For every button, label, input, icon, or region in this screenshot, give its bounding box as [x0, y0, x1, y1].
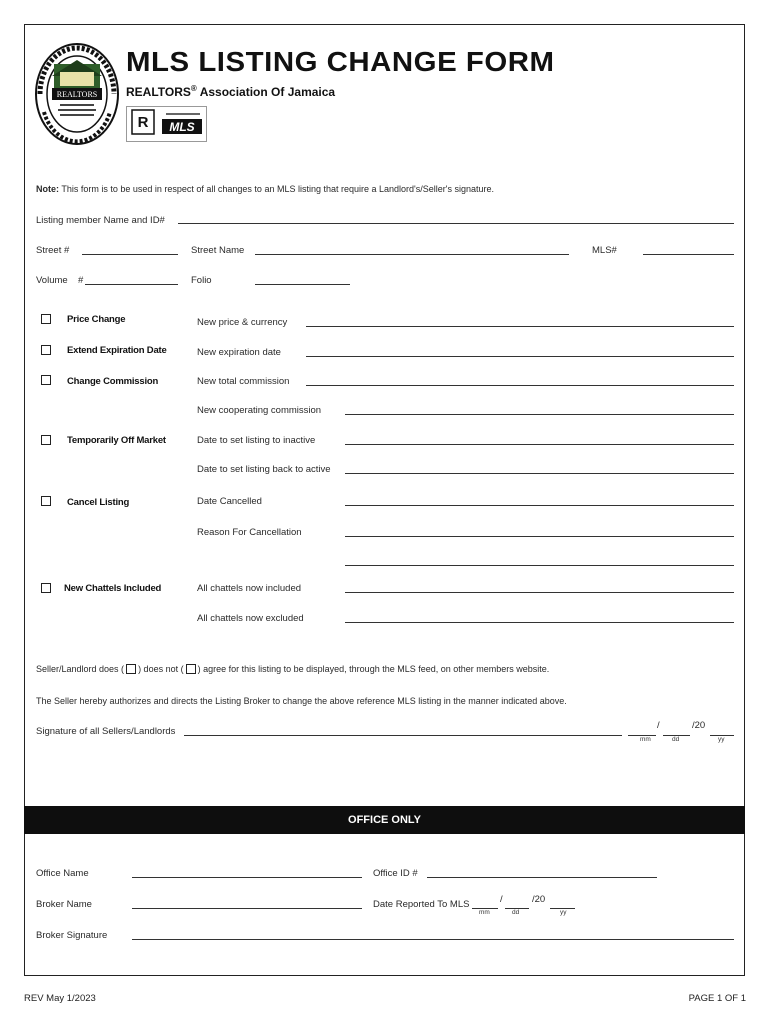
office-only-heading: OFFICE ONLY — [348, 814, 421, 826]
date-cancelled-label: Date Cancelled — [197, 496, 262, 507]
date-inactive-label: Date to set listing to inactive — [197, 435, 316, 446]
page-number: PAGE 1 OF 1 — [688, 993, 746, 1004]
seller-date-year-prefix: /20 — [692, 720, 706, 731]
reported-date-year-prefix: /20 — [532, 894, 546, 905]
office-id-label: Office ID # — [373, 868, 418, 879]
reason-cancellation-input-line-2[interactable] — [345, 565, 734, 566]
office-name-label: Office Name — [36, 868, 89, 879]
chattels-excluded-input[interactable] — [345, 622, 734, 623]
reported-date-slash: / — [500, 894, 503, 905]
new-chattels-checkbox[interactable] — [41, 583, 51, 593]
street-number-label: Street # — [36, 245, 70, 256]
change-commission-checkbox[interactable] — [41, 375, 51, 385]
change-commission-label: Change Commission — [67, 376, 159, 387]
seller-date-yy-hint: yy — [718, 736, 725, 743]
street-name-label: Street Name — [191, 245, 245, 256]
new-total-commission-label: New total commission — [197, 376, 290, 387]
seller-signature-input[interactable] — [184, 735, 622, 736]
cancel-listing-checkbox[interactable] — [41, 496, 51, 506]
volume-label: Volume — [36, 275, 68, 286]
listing-member-input[interactable] — [178, 223, 734, 224]
price-change-checkbox[interactable] — [41, 314, 51, 324]
seller-signature-label: Signature of all Sellers/Landlords — [36, 726, 176, 737]
seller-does-checkbox[interactable] — [126, 664, 136, 674]
new-price-label: New price & currency — [197, 317, 288, 328]
new-cooperating-commission-input[interactable] — [345, 414, 734, 415]
form-note: Note: This form is to be used in respect of all changes to an MLS listing that require a Landlord's/Seller's signature. — [36, 184, 495, 194]
volume-input[interactable] — [85, 284, 178, 285]
organization-subtitle: REALTORS® Association Of Jamaica — [126, 84, 336, 99]
seller-date-slash: / — [657, 720, 660, 731]
mls-number-label: MLS# — [592, 245, 617, 256]
seller-date-dd-hint: dd — [672, 736, 680, 743]
svg-text:MLS: MLS — [169, 120, 195, 134]
temp-off-market-checkbox[interactable] — [41, 435, 51, 445]
new-expiration-label: New expiration date — [197, 347, 281, 358]
realtors-association-seal-logo — [34, 42, 120, 146]
date-cancelled-input[interactable] — [345, 505, 734, 506]
mls-logo — [126, 106, 212, 144]
reason-cancellation-label: Reason For Cancellation — [197, 527, 302, 538]
extend-expiration-checkbox[interactable] — [41, 345, 51, 355]
chattels-excluded-label: All chattels now excluded — [197, 613, 304, 624]
date-active-input[interactable] — [345, 473, 734, 474]
broker-signature-label: Broker Signature — [36, 930, 108, 941]
broker-name-label: Broker Name — [36, 899, 92, 910]
folio-input[interactable] — [255, 284, 350, 285]
date-reported-label: Date Reported To MLS — [373, 899, 470, 910]
extend-expiration-label: Extend Expiration Date — [67, 345, 167, 356]
new-chattels-label: New Chattels Included — [64, 583, 162, 594]
broker-name-input[interactable] — [132, 908, 362, 909]
seller-does-not-checkbox[interactable] — [186, 664, 196, 674]
svg-text:R: R — [137, 114, 149, 131]
seller-date-mm-hint: mm — [640, 736, 651, 743]
page-title: MLS LISTING CHANGE FORM — [126, 46, 555, 77]
authorization-statement: The Seller hereby authorizes and directs the Listing Broker to change the above reference MLS listing in the manner indicated above. — [36, 696, 567, 706]
street-name-input[interactable] — [255, 254, 569, 255]
date-active-label: Date to set listing back to active — [197, 464, 331, 475]
chattels-included-input[interactable] — [345, 592, 734, 593]
new-cooperating-commission-label: New cooperating commission — [197, 405, 322, 416]
chattels-included-label: All chattels now included — [197, 583, 302, 594]
seal-center-text: REALTORS — [56, 90, 98, 99]
price-change-label: Price Change — [67, 314, 126, 325]
reported-date-mm-hint: mm — [479, 909, 490, 916]
temp-off-market-label: Temporarily Off Market — [67, 435, 166, 446]
reason-cancellation-input[interactable] — [345, 536, 734, 537]
new-expiration-input[interactable] — [306, 356, 734, 357]
mls-number-input[interactable] — [643, 254, 734, 255]
revision-date: REV May 1/2023 — [24, 993, 96, 1004]
office-id-input[interactable] — [427, 877, 657, 878]
office-name-input[interactable] — [132, 877, 362, 878]
broker-signature-input[interactable] — [132, 939, 734, 940]
cancel-listing-label: Cancel Listing — [67, 497, 130, 508]
folio-label: Folio — [191, 275, 212, 286]
listing-member-label: Listing member Name and ID# — [36, 215, 165, 226]
new-total-commission-input[interactable] — [306, 385, 734, 386]
reported-date-yy-hint: yy — [560, 909, 567, 916]
consent-statement: Seller/Landlord does ( ) does not ( ) agree for this listing to be displayed, through the MLS feed, on other members website. — [36, 664, 550, 674]
date-inactive-input[interactable] — [345, 444, 734, 445]
volume-hash: # — [78, 275, 84, 286]
reported-date-dd-hint: dd — [512, 909, 520, 916]
street-number-input[interactable] — [82, 254, 178, 255]
new-price-input[interactable] — [306, 326, 734, 327]
